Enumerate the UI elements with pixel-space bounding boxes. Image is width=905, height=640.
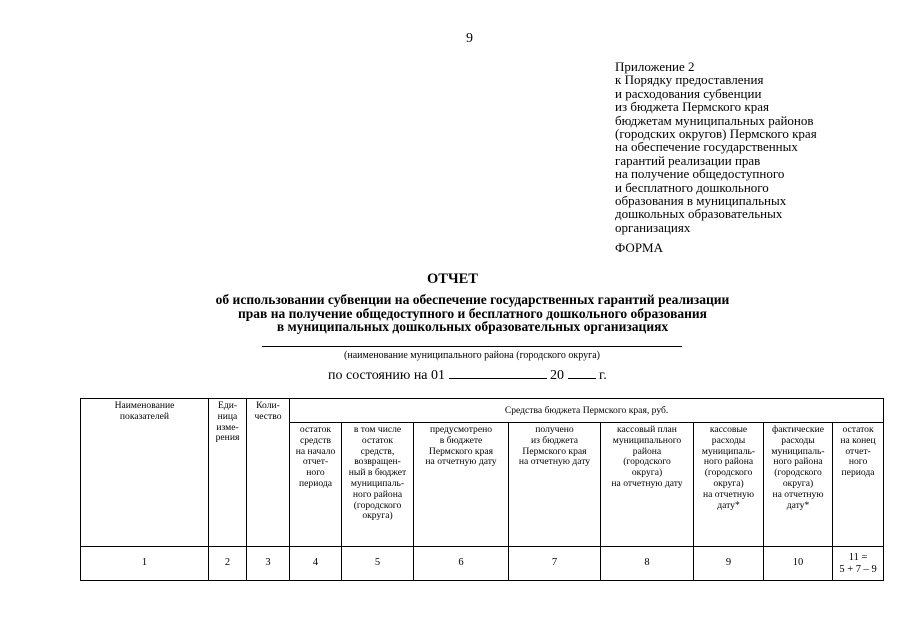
column-number: 2 xyxy=(209,547,247,581)
report-title: ОТЧЕТ xyxy=(427,271,478,287)
appendix-line: гарантий реализации прав xyxy=(615,152,761,168)
header-balance-start: остаток средств на начало отчет- ного периода xyxy=(290,423,342,547)
header-cash-expenses: кассовые расходы муниципаль- ного района (городского округа) на отчетную дату* xyxy=(694,423,764,547)
column-number: 1 xyxy=(81,547,209,581)
column-number-formula: 11 = 5 + 7 – 9 xyxy=(833,547,884,581)
header-balance-returned: в том числе остаток средств, возвращен- ный в бюджет муниципаль- ного района (городского округа) xyxy=(342,423,414,547)
report-table xyxy=(80,398,884,581)
form-label: ФОРМА xyxy=(615,240,663,255)
subtitle-line: в муниципальных дошкольных образовательных организациях xyxy=(276,319,669,334)
column-number: 8 xyxy=(601,547,694,581)
appendix-block xyxy=(615,60,875,234)
header-actual-expenses: фактические расходы муниципаль- ного района (городского округа) на отчетную дату* xyxy=(764,423,833,547)
header-planned-regional-budget: предусмотрено в бюджете Пермского края на отчетную дату xyxy=(414,423,509,547)
appendix-line: организациях xyxy=(615,219,691,235)
column-number: 4 xyxy=(290,547,342,581)
as-of-year: 20 xyxy=(550,368,565,383)
as-of-suffix: г. xyxy=(599,368,607,383)
appendix-line: образования в муниципальных xyxy=(615,193,787,209)
appendix-line: на получение общедоступного xyxy=(615,166,785,182)
appendix-line: из бюджета Пермского края xyxy=(615,99,770,115)
appendix-line: дошкольных образовательных xyxy=(615,206,783,222)
appendix-line: (городских округов) Пермского края xyxy=(615,126,817,142)
header-received-regional-budget: получено из бюджета Пермского края на отчетную дату xyxy=(509,423,601,547)
column-number: 7 xyxy=(509,547,601,581)
appendix-line: и бесплатного дошкольного xyxy=(615,179,769,195)
header-quantity: Коли- чество xyxy=(247,399,290,547)
page-number: 9 xyxy=(466,31,473,46)
year-field[interactable] xyxy=(568,366,596,379)
municipality-name-field[interactable] xyxy=(262,346,682,347)
header-indicator-name: Наименование показателей xyxy=(81,399,209,547)
as-of-date-line xyxy=(328,366,607,384)
appendix-line: бюджетам муниципальных районов xyxy=(615,112,814,128)
appendix-line: и расходования субвенции xyxy=(615,85,762,101)
column-number: 9 xyxy=(694,547,764,581)
municipality-name-caption: (наименование муниципального района (городского округа) xyxy=(344,350,600,361)
month-field[interactable] xyxy=(449,366,547,379)
as-of-prefix: по состоянию на 01 xyxy=(328,368,446,383)
subtitle-line: об использовании субвенции на обеспечение государственных гарантий реализации xyxy=(215,292,730,307)
report-subtitle xyxy=(150,293,795,334)
appendix-line: к Порядку предоставления xyxy=(615,72,764,88)
header-cash-plan: кассовый план муниципального района (городского округа) на отчетную дату xyxy=(601,423,694,547)
column-number: 6 xyxy=(414,547,509,581)
subtitle-line: прав на получение общедоступного и бесплатного дошкольного образования xyxy=(238,305,707,321)
column-number: 5 xyxy=(342,547,414,581)
column-number: 10 xyxy=(764,547,833,581)
header-regional-budget-funds: Средства бюджета Пермского края, руб. xyxy=(290,399,884,423)
column-number: 3 xyxy=(247,547,290,581)
header-unit: Еди- ница изме- рения xyxy=(209,399,247,547)
header-balance-end: остаток на конец отчет- ного периода xyxy=(833,423,884,547)
appendix-line: Приложение 2 xyxy=(615,59,695,74)
appendix-line: на обеспечение государственных xyxy=(615,139,798,155)
